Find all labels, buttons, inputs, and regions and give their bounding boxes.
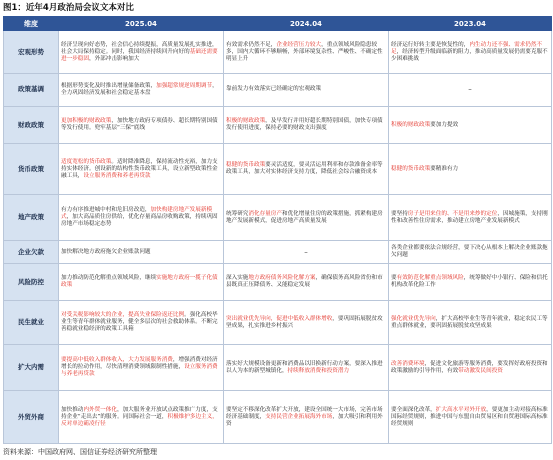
header-2025-04: 2025.04	[59, 17, 224, 31]
cell-2023-04	[389, 391, 552, 444]
cell-text: ，加快地方政府专项债券、超长期特别国债等发行使用。兜牢基层“三保”底线	[61, 118, 218, 132]
cell-2024-04	[224, 301, 389, 345]
cell-2025-04	[59, 106, 224, 144]
cell-2024-04	[224, 31, 389, 74]
cell-text: 深入实施	[226, 275, 249, 282]
highlighted-text: 积极维护多边主义，反对单边霸凌行径	[61, 413, 218, 427]
cell-2023-04	[389, 74, 552, 107]
cell-2024-04	[224, 74, 389, 107]
cell-2024-04	[224, 144, 389, 194]
highlighted-text: 适度宽松的货币政策	[61, 158, 112, 165]
header-2023-04: 2023.04	[389, 17, 552, 31]
cell-text: ，因城施策，支持刚性和改善性住房需求，推动建立房地产业发展新模式	[391, 210, 548, 224]
cell-text: ，扩大高校毕业生等青年就业，稳定农民工等重点群体就业，要巩固拓展脱贫攻坚成果	[391, 315, 548, 329]
highlighted-text: 企业经营压力较大	[276, 41, 322, 48]
table-row	[4, 241, 552, 264]
cell-text: ，促进文化旅游等服务消费，要发挥好政府投资和政策激励的引导作用，有效	[391, 360, 548, 374]
highlighted-text: 有效防范化解重点领域风险	[396, 275, 464, 282]
highlighted-text: 地方政府债务风险化解方案	[248, 275, 316, 282]
row-category: 货币政策	[4, 144, 59, 194]
header-2024-04: 2024.04	[224, 17, 389, 31]
table-row	[4, 31, 552, 74]
cell-text: ，全力巩固经济发展和社会稳定基本盘	[61, 82, 218, 96]
row-category: 企业欠款	[4, 241, 59, 264]
header-dimension: 维度	[4, 17, 59, 31]
highlighted-text: 设立服务消费和养老再贷款	[83, 172, 151, 179]
cell-text: 要灵活适度，要灵活运用利率和存款准备金率等政策工具，加大对实体经济支持力度，降低社会综合融资成本	[226, 162, 383, 176]
highlighted-text: 改善消费环境	[391, 360, 425, 367]
row-category: 政策基调	[4, 74, 59, 107]
highlighted-text: 要提高中低收入群体收入，大力发展服务消费	[61, 357, 173, 364]
cell-2024-04	[224, 345, 389, 391]
cell-2023-04	[389, 106, 552, 144]
cell-2025-04	[59, 391, 224, 444]
cell-text: ，统筹做好中小银行、保险和信托机构改革化险工作	[391, 275, 548, 289]
row-category: 风险防控	[4, 264, 59, 301]
highlighted-text: 突出就业优先导向，促进中低收入群体增收	[226, 315, 333, 322]
cell-2023-04	[389, 241, 552, 264]
cell-text: 有效需求仍然不足，	[226, 41, 277, 48]
row-category: 扩大内需	[4, 345, 59, 391]
table-row	[4, 301, 552, 345]
highlighted-text: 对受关税影响较大的企业，提高失业保险返还比例	[61, 312, 185, 319]
cell-text: 经济呈现向好态势，社会信心持续提振，高质量发展扎实推进，社会大局保持稳定。同时，我国经济持续回升向好的	[61, 41, 218, 55]
cell-2023-04	[389, 301, 552, 345]
cell-text: 各类企业都要依法合规经营，要下决心从根本上解决企业账款拖欠问题	[391, 245, 548, 259]
cell-text: ，加大吸引和利用外资	[226, 413, 383, 427]
cell-2023-04	[389, 264, 552, 301]
highlighted-text: 基础还需要进一步稳固	[61, 48, 218, 62]
cell-2025-04	[59, 241, 224, 264]
highlighted-text: 房子是用来住的、不是用来炒的定位	[407, 210, 498, 217]
cell-text: –	[304, 247, 308, 256]
cell-2025-04	[59, 74, 224, 107]
highlighted-text: 积极的财政政策	[391, 121, 431, 128]
cell-text: 要精准有力	[430, 165, 459, 172]
cell-2025-04	[59, 345, 224, 391]
highlighted-text: 设立服务消费与养老再贷款	[61, 364, 218, 378]
cell-text: 要加力提效	[430, 121, 459, 128]
cell-text: 经济运行好转主要是恢复性的，	[391, 41, 470, 48]
cell-text: ，重点领域风险隐患较多，国内大循环不够顺畅，外部环境复杂性、严峻性、不确定性明显上升	[226, 41, 383, 62]
highlighted-text: 加快构建房地产发展新模式	[61, 207, 213, 221]
cell-2025-04	[59, 194, 224, 240]
cell-text: 要坚持	[391, 210, 408, 217]
cell-text: ，加大高品质住房供给，优化存量商品房收购政策，持续巩固房地产市场稳定态势	[61, 214, 218, 228]
cell-text: 统筹研究	[226, 210, 249, 217]
cell-text: ，经济转型升级面临新的阻力，推动高质量发展仍需要克服不少困难挑战	[391, 48, 548, 62]
cell-2025-04	[59, 264, 224, 301]
table-header-row	[4, 17, 552, 31]
cell-text: 要全面深化改革，	[391, 406, 436, 413]
cell-text: 。强化高校毕业生等青年群体就业服务，健全多层次的社会救助体系。不断完善稳就业稳经济的政策工具箱	[61, 312, 218, 333]
cell-2023-04	[389, 194, 552, 240]
highlighted-text: 实施地方政府一揽子化债政策	[61, 275, 218, 289]
highlighted-text: 带动激发民间投资	[458, 367, 503, 374]
table-row	[4, 264, 552, 301]
table-row	[4, 345, 552, 391]
cell-text: ，要更加主动对接高标准国际经贸规则，推进中国与东盟自由贸易区和自贸港国际高标准经贸规则	[391, 406, 548, 427]
cell-text: 要	[391, 275, 397, 282]
cell-2023-04	[389, 144, 552, 194]
cell-text: 落实好大规模设备更新和消费品以旧换新行动方案，要深入推进以人为本的新型城镇化，	[226, 360, 383, 374]
cell-text: ，外部冲击影响加大	[88, 55, 140, 62]
cell-text: 加力推动防范化解重点领域风险，继续	[61, 275, 157, 282]
row-category: 财政政策	[4, 106, 59, 144]
cell-text: 和优化增量住房的政策措施，抓紧构建房地产发展新模式，促进房地产高质量发展	[226, 210, 383, 224]
highlighted-text: 支持民营企业拓展海外市场	[265, 413, 333, 420]
table-row	[4, 194, 552, 240]
cell-text: 加快推动	[61, 406, 84, 413]
table-body	[4, 31, 552, 444]
highlighted-text: 积极的财政政策	[226, 118, 266, 125]
cell-2024-04	[224, 391, 389, 444]
cell-text: ，加大服务业开放试点政策推广力度，支持企业“走出去”的服务。同国际社会一道，	[61, 406, 218, 420]
cell-2024-04	[224, 194, 389, 240]
cell-2024-04	[224, 106, 389, 144]
cell-text: ，增强消费对经济增长的拉动作用，尽快清理消费领域限制性措施，	[61, 357, 218, 371]
cell-text: ，要巩固拓展脱贫攻坚成果，扎实推进乡村振兴	[226, 315, 383, 329]
highlighted-text: 强化就业优先导向	[391, 315, 436, 322]
row-category: 民生就业	[4, 301, 59, 345]
source-note: 资料来源：中国政府网、国信证券经济研究所整理	[3, 448, 157, 456]
table-row	[4, 106, 552, 144]
highlighted-text: 持续释放消费和投资潜力	[287, 367, 350, 374]
table-row	[4, 74, 552, 107]
cell-text: 。适时降准降息，保持流动性充裕，加力支持实体经济。创设新的结构性货币政策工具，设立新型政策性金融工具，	[61, 158, 218, 179]
cell-text: 有力有序推进城中村和危旧房改造，	[61, 207, 151, 214]
comparison-table	[3, 16, 552, 444]
highlighted-text: 稳健的货币政策	[226, 162, 266, 169]
row-category: 外贸外商	[4, 391, 59, 444]
highlighted-text: 扩大高水平对外开放	[435, 406, 487, 413]
cell-text: ，及早发行并用好超长期特别国债，加快专项债发行使用进度，保持必要的财政支出强度	[226, 118, 383, 132]
cell-2025-04	[59, 144, 224, 194]
cell-text: 加快解决地方政府拖欠企业账款问题	[61, 248, 151, 255]
cell-2025-04	[59, 301, 224, 345]
cell-text: 要坚定不移深化改革扩大开放，建设全国统一大市场，完善市场经济基础制度，	[226, 406, 383, 420]
highlighted-text: 内生动力还不强、需求仍然不足	[391, 41, 543, 55]
cell-2023-04	[389, 345, 552, 391]
table-row	[4, 391, 552, 444]
cell-2023-04	[389, 31, 552, 74]
cell-2025-04	[59, 31, 224, 74]
cell-2024-04	[224, 241, 389, 264]
highlighted-text: 消化存量房产	[248, 210, 282, 217]
highlighted-text: 内外贸一体化	[83, 406, 117, 413]
table-row	[4, 144, 552, 194]
cell-text: –	[468, 85, 472, 94]
cell-text: 靠前发力有效落实已经确定的宏观政策	[226, 86, 322, 93]
cell-2024-04	[224, 264, 389, 301]
cell-text: ，确保债务高风险省份和市县既真正压降债务、又能稳定发展	[226, 275, 383, 289]
highlighted-text: 更加积极的财政政策	[61, 118, 112, 125]
highlighted-text: 加强超常规逆周期调节	[156, 82, 213, 89]
row-category: 宏观形势	[4, 31, 59, 74]
highlighted-text: 稳健的货币政策	[391, 165, 431, 172]
cell-text: 根据形势变化及时推出增量储备政策，	[61, 82, 157, 89]
figure-title: 图1：近年4月政治局会议文本对比	[3, 3, 134, 13]
row-category: 地产政策	[4, 194, 59, 240]
